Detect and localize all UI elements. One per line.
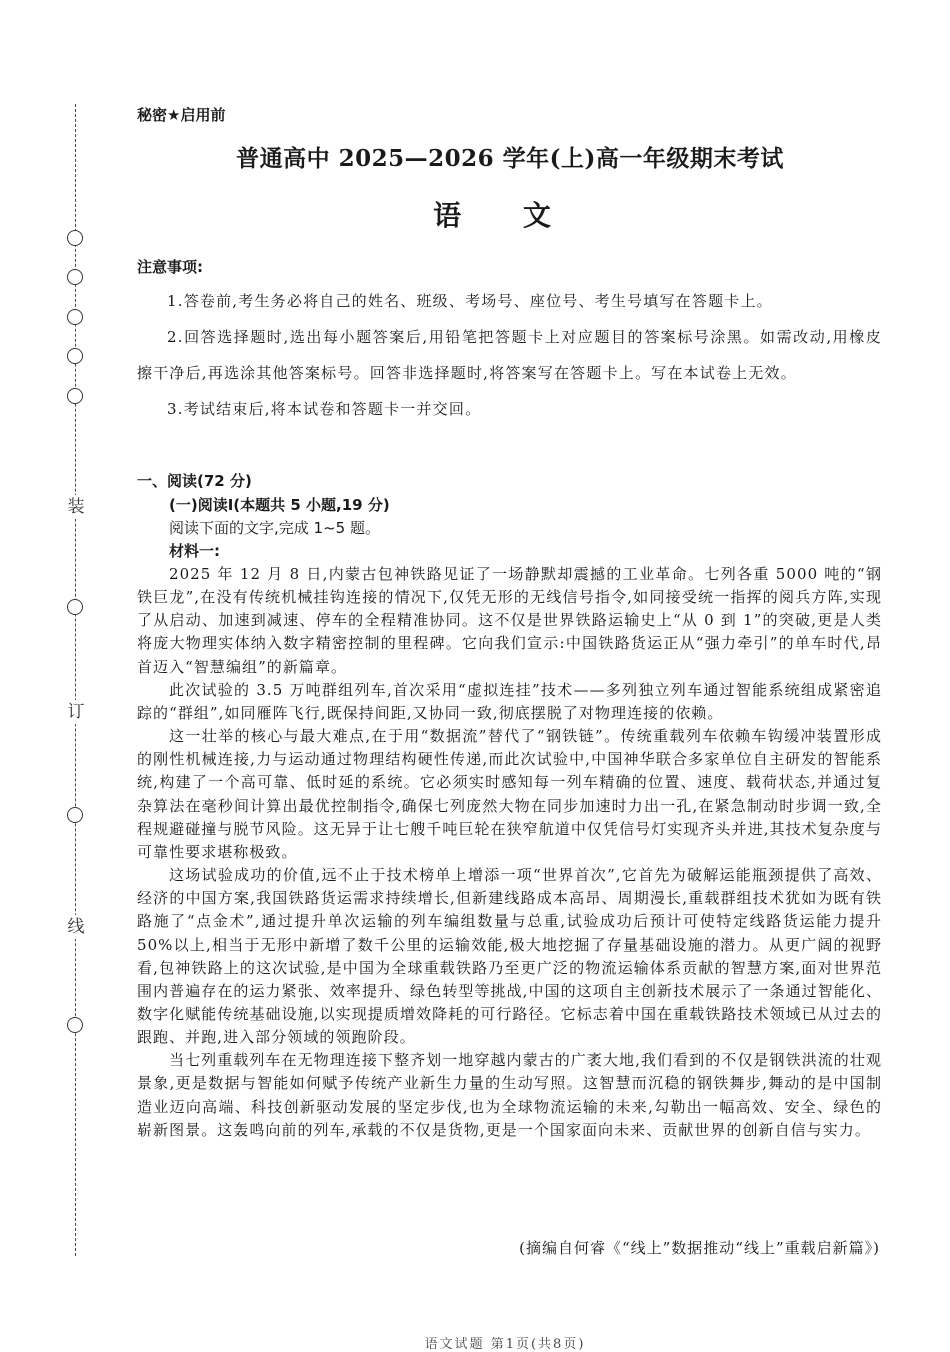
binding-hole-icon (67, 599, 83, 615)
passage-paragraph: 2025 年 12 月 8 日,内蒙古包神铁路见证了一场静默却震撼的工业革命。七列各重 5000 吨的“钢铁巨龙”,在没有传统机械挂钩连接的情况下,仅凭无形的无线信号指令,如同接受统一指挥的阅兵方阵,实现了从启动、加速到减速、停车的全程精准协同。这不仅是世界铁路运输史上“从 0 到 1”的突破,更是人类将庞大物理实体纳入数字精密控制的里程碑。它向我们宣示:中国铁路货运正从“强力牵引”的单车时代,昂首迈入“智慧编组”的新篇章。 (137, 565, 882, 676)
binding-char-ding: 订 (64, 700, 88, 724)
subject-title: 语 文 (433, 199, 577, 232)
passage (137, 563, 882, 1142)
binding-char-zhuang: 装 (64, 495, 88, 519)
page-footer: 语文试题 第1页(共8页) (424, 1337, 586, 1352)
exam-title: 普通高中 2025—2026 学年(上)高一年级期末考试 (236, 145, 784, 172)
binding-hole-icon (67, 1017, 83, 1033)
passage-paragraph: 当七列重载列车在无物理连接下整齐划一地穿越内蒙古的广袤大地,我们看到的不仅是钢铁洪流的壮观景象,更是数据与智能如何赋予传统产业新生力量的生动写照。这智慧而沉稳的钢铁舞步,舞动的是中国制造业迈向高端、科技创新驱动发展的坚定步伐,也为全球物流运输的未来,勾勒出一幅高效、安全、绿色的崭新图景。这轰鸣向前的列车,承载的不仅是货物,更是一个国家面向未来、贡献世界的创新自信与实力。 (137, 1051, 882, 1139)
material-label: 材料一: (169, 542, 220, 561)
section-title: 一、阅读(72 分) (137, 472, 252, 490)
notes-heading: 注意事项: (137, 258, 203, 276)
reading-instruction: 阅读下面的文字,完成 1~5 题。 (169, 519, 380, 538)
passage-source: (摘编自何睿《“线上”数据推动“线上”重载启新篇》) (519, 1239, 880, 1257)
sub-section-title: (一)阅读Ⅰ(本题共 5 小题,19 分) (169, 496, 390, 514)
passage-paragraph: 这一壮举的核心与最大难点,在于用“数据流”替代了“钢铁链”。传统重载列车依赖车钩缓冲装置形成的刚性机械连接,力与运动通过物理结构硬性传递,而此次试验中,中国神华联合多家单位自主研发的智能系统,构建了一个高可靠、低时延的系统。它必须实时感知每一列车精确的位置、速度、载荷状态,并通过复杂算法在毫秒间计算出最优控制指令,确保七列庞然大物在同步加速时力出一孔,在紧急制动时步调一致,全程规避碰撞与脱节风险。这无异于让七艘千吨巨轮在狭窄航道中仅凭信号灯实现齐头并进,其技术复杂度与可靠性要求堪称极致。 (137, 727, 882, 861)
passage-paragraph: 此次试验的 3.5 万吨群组列车,首次采用“虚拟连挂”技术——多列独立列车通过智能系统组成紧密追踪的“群组”,如同雁阵飞行,既保持间距,又协同一致,彻底摆脱了对物理连接的依赖。 (137, 680, 882, 722)
note-item: 3.考试结束后,将本试卷和答题卡一并交回。 (167, 400, 482, 418)
note-item: 1.答卷前,考生务必将自己的姓名、班级、考场号、座位号、考生号填写在答题卡上。 (167, 292, 773, 310)
secret-label: 秘密★启用前 (137, 106, 226, 124)
binding-hole-icon (67, 348, 83, 364)
reading-intro (169, 494, 882, 564)
binding-hole-icon (67, 388, 83, 404)
passage-paragraph: 这场试验成功的价值,远不止于技术榜单上增添一项“世界首次”,它首先为破解运能瓶颈提供了高效、经济的中国方案,我国铁路货运需求持续增长,但新建线路成本高昂、周期漫长,重载群组技术犹如为既有铁路施了“点金术”,通过提升单次运输的列车编组数量与总重,试验成功后预计可使特定线路货运能力提升 50%以上,相当于无形中新增了数千公里的运输效能,极大地挖掘了存量基础设施的潜力。从更广阔的视野看,包神铁路上的这次试验,是中国为全球重载铁路乃至更广泛的物流运输体系贡献的智慧方案,面对世界范围内普遍存在的运力紧张、效率提升、绿色转型等挑战,中国的这项自主创新技术展示了一条通过智能化、数字化赋能传统基础设施,以实现提质增效降耗的可行路径。它标志着中国在重载铁路技术领域已从过去的跟跑、并跑,进入部分领域的领跑阶段。 (137, 866, 882, 1047)
binding-hole-icon (67, 807, 83, 823)
note-item: 2.回答选择题时,选出每小题答案后,用铅笔把答题卡上对应题目的答案标号涂黑。如需改动,用橡皮擦干净后,再选涂其他答案标号。回答非选择题时,将答案写在答题卡上。写在本试卷上无效。 (137, 328, 882, 382)
binding-hole-icon (67, 309, 83, 325)
binding-hole-icon (67, 269, 83, 285)
notes-list (137, 283, 882, 427)
binding-char-xian: 线 (64, 915, 88, 939)
